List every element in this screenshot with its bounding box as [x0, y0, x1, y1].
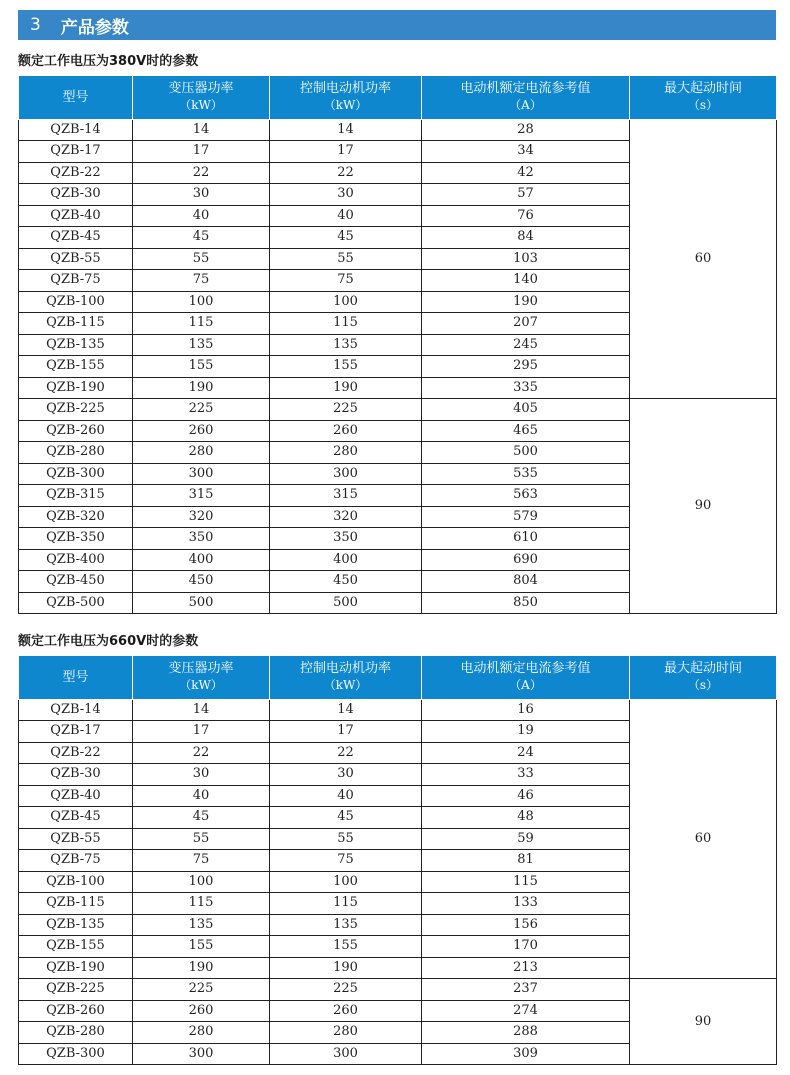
cell-transformer-power: 500: [133, 592, 270, 614]
section-number: 3: [30, 15, 41, 35]
cell-motor-power: 30: [270, 184, 422, 206]
cell-model: QZB-155: [19, 936, 133, 958]
cell-transformer-power: 155: [133, 356, 270, 378]
section-header: [18, 10, 776, 40]
header-unit: （kW）: [323, 678, 368, 693]
cell-transformer-power: 40: [133, 205, 270, 227]
cell-transformer-power: 155: [133, 936, 270, 958]
cell-model: QZB-75: [19, 850, 133, 872]
cell-model: QZB-500: [19, 592, 133, 614]
header-unit: （A）: [509, 678, 542, 693]
cell-motor-power: 280: [270, 442, 422, 464]
cell-transformer-power: 190: [133, 377, 270, 399]
cell-motor-power: 135: [270, 914, 422, 936]
header-unit: （kW）: [179, 678, 223, 693]
cell-motor-power: 22: [270, 162, 422, 184]
cell-rated-current: 76: [422, 205, 630, 227]
cell-model: QZB-75: [19, 270, 133, 292]
cell-motor-power: 135: [270, 334, 422, 356]
header-max-start-time: [630, 656, 777, 699]
cell-transformer-power: 45: [133, 227, 270, 249]
cell-model: QZB-260: [19, 420, 133, 442]
cell-model: QZB-225: [19, 399, 133, 421]
cell-model: QZB-115: [19, 893, 133, 915]
header-label: 最大起动时间: [663, 661, 742, 677]
cell-model: QZB-55: [19, 248, 133, 270]
cell-rated-current: 170: [422, 936, 630, 958]
header-label: 电动机额定电流参考值: [460, 81, 591, 97]
cell-rated-current: 48: [422, 807, 630, 829]
cell-motor-power: 40: [270, 785, 422, 807]
cell-rated-current: 309: [422, 1043, 630, 1065]
cell-rated-current: 190: [422, 291, 630, 313]
header-label: 控制电动机功率: [299, 81, 391, 97]
cell-transformer-power: 40: [133, 785, 270, 807]
cell-motor-power: 300: [270, 463, 422, 485]
cell-motor-power: 17: [270, 141, 422, 163]
header-rated-current: [422, 76, 630, 119]
header-motor-power: [270, 656, 422, 699]
header-label: 变压器功率: [168, 661, 234, 677]
cell-model: QZB-22: [19, 742, 133, 764]
cell-rated-current: 237: [422, 979, 630, 1001]
cell-motor-power: 22: [270, 742, 422, 764]
header-unit: （kW）: [179, 98, 223, 113]
cell-max-start-time: 90: [630, 399, 777, 614]
cell-rated-current: 610: [422, 528, 630, 550]
cell-model: QZB-450: [19, 571, 133, 593]
cell-motor-power: 75: [270, 270, 422, 292]
cell-rated-current: 804: [422, 571, 630, 593]
cell-rated-current: 24: [422, 742, 630, 764]
cell-transformer-power: 22: [133, 742, 270, 764]
table-row: [19, 119, 777, 141]
cell-model: QZB-280: [19, 1022, 133, 1044]
cell-motor-power: 55: [270, 248, 422, 270]
cell-rated-current: 140: [422, 270, 630, 292]
cell-transformer-power: 225: [133, 399, 270, 421]
cell-motor-power: 30: [270, 764, 422, 786]
table-row: [19, 699, 777, 721]
cell-transformer-power: 30: [133, 184, 270, 206]
cell-transformer-power: 30: [133, 764, 270, 786]
cell-rated-current: 133: [422, 893, 630, 915]
cell-transformer-power: 260: [133, 420, 270, 442]
cell-model: QZB-400: [19, 549, 133, 571]
cell-transformer-power: 320: [133, 506, 270, 528]
cell-motor-power: 17: [270, 721, 422, 743]
cell-model: QZB-300: [19, 1043, 133, 1065]
cell-motor-power: 315: [270, 485, 422, 507]
cell-rated-current: 59: [422, 828, 630, 850]
cell-model: QZB-17: [19, 141, 133, 163]
cell-transformer-power: 75: [133, 850, 270, 872]
header-unit: （s）: [687, 98, 719, 113]
cell-rated-current: 156: [422, 914, 630, 936]
header-max-start-time: [630, 76, 777, 119]
cell-rated-current: 465: [422, 420, 630, 442]
cell-motor-power: 400: [270, 549, 422, 571]
table-row: [19, 979, 777, 1001]
header-label: 控制电动机功率: [299, 661, 391, 677]
cell-transformer-power: 17: [133, 141, 270, 163]
cell-rated-current: 274: [422, 1000, 630, 1022]
cell-rated-current: 84: [422, 227, 630, 249]
cell-model: QZB-190: [19, 957, 133, 979]
cell-rated-current: 295: [422, 356, 630, 378]
cell-rated-current: 288: [422, 1022, 630, 1044]
cell-model: QZB-135: [19, 914, 133, 936]
cell-model: QZB-280: [19, 442, 133, 464]
cell-model: QZB-40: [19, 785, 133, 807]
cell-transformer-power: 225: [133, 979, 270, 1001]
cell-transformer-power: 135: [133, 334, 270, 356]
cell-transformer-power: 14: [133, 119, 270, 141]
header-label: 型号: [62, 89, 89, 105]
cell-model: QZB-300: [19, 463, 133, 485]
cell-max-start-time: 60: [630, 119, 777, 399]
cell-transformer-power: 55: [133, 248, 270, 270]
cell-rated-current: 42: [422, 162, 630, 184]
cell-motor-power: 45: [270, 807, 422, 829]
header-model: [19, 656, 133, 699]
params-table-380v: [18, 76, 777, 614]
header-unit: （s）: [687, 678, 719, 693]
cell-motor-power: 100: [270, 291, 422, 313]
header-motor-power: [270, 76, 422, 119]
cell-transformer-power: 450: [133, 571, 270, 593]
cell-transformer-power: 22: [133, 162, 270, 184]
cell-model: QZB-45: [19, 227, 133, 249]
cell-model: QZB-115: [19, 313, 133, 335]
cell-model: QZB-30: [19, 184, 133, 206]
cell-model: QZB-350: [19, 528, 133, 550]
cell-model: QZB-40: [19, 205, 133, 227]
header-label: 变压器功率: [168, 81, 234, 97]
cell-rated-current: 850: [422, 592, 630, 614]
cell-transformer-power: 315: [133, 485, 270, 507]
cell-transformer-power: 14: [133, 699, 270, 721]
header-label: 电动机额定电流参考值: [460, 661, 591, 677]
cell-motor-power: 115: [270, 893, 422, 915]
cell-transformer-power: 100: [133, 291, 270, 313]
cell-motor-power: 14: [270, 119, 422, 141]
cell-motor-power: 190: [270, 377, 422, 399]
cell-model: QZB-100: [19, 291, 133, 313]
cell-rated-current: 16: [422, 699, 630, 721]
cell-rated-current: 57: [422, 184, 630, 206]
cell-transformer-power: 300: [133, 463, 270, 485]
cell-motor-power: 300: [270, 1043, 422, 1065]
cell-rated-current: 115: [422, 871, 630, 893]
cell-model: QZB-55: [19, 828, 133, 850]
cell-motor-power: 155: [270, 356, 422, 378]
table-380-caption: 额定工作电压为380V时的参数: [18, 54, 199, 69]
cell-motor-power: 75: [270, 850, 422, 872]
cell-motor-power: 190: [270, 957, 422, 979]
cell-transformer-power: 280: [133, 1022, 270, 1044]
cell-rated-current: 46: [422, 785, 630, 807]
table-row: [19, 399, 777, 421]
cell-motor-power: 350: [270, 528, 422, 550]
cell-motor-power: 260: [270, 1000, 422, 1022]
cell-transformer-power: 17: [133, 721, 270, 743]
section-title: 产品参数: [60, 17, 129, 38]
header-label: 最大起动时间: [663, 81, 742, 97]
cell-transformer-power: 45: [133, 807, 270, 829]
cell-transformer-power: 115: [133, 313, 270, 335]
cell-model: QZB-190: [19, 377, 133, 399]
cell-motor-power: 100: [270, 871, 422, 893]
cell-rated-current: 103: [422, 248, 630, 270]
header-transformer-power: [133, 656, 270, 699]
table-header-row: [19, 656, 777, 699]
cell-rated-current: 28: [422, 119, 630, 141]
header-model: [19, 76, 133, 119]
cell-transformer-power: 75: [133, 270, 270, 292]
cell-model: QZB-30: [19, 764, 133, 786]
cell-rated-current: 335: [422, 377, 630, 399]
cell-rated-current: 19: [422, 721, 630, 743]
cell-rated-current: 579: [422, 506, 630, 528]
header-rated-current: [422, 656, 630, 699]
cell-motor-power: 260: [270, 420, 422, 442]
cell-rated-current: 405: [422, 399, 630, 421]
cell-model: QZB-225: [19, 979, 133, 1001]
cell-rated-current: 245: [422, 334, 630, 356]
cell-motor-power: 225: [270, 979, 422, 1001]
cell-transformer-power: 280: [133, 442, 270, 464]
cell-transformer-power: 400: [133, 549, 270, 571]
cell-transformer-power: 100: [133, 871, 270, 893]
table-660-caption: 额定工作电压为660V时的参数: [18, 634, 199, 649]
cell-transformer-power: 55: [133, 828, 270, 850]
cell-model: QZB-14: [19, 119, 133, 141]
cell-motor-power: 320: [270, 506, 422, 528]
header-transformer-power: [133, 76, 270, 119]
cell-motor-power: 450: [270, 571, 422, 593]
cell-rated-current: 207: [422, 313, 630, 335]
cell-rated-current: 213: [422, 957, 630, 979]
cell-max-start-time: 90: [630, 979, 777, 1065]
cell-rated-current: 563: [422, 485, 630, 507]
cell-model: QZB-17: [19, 721, 133, 743]
cell-transformer-power: 300: [133, 1043, 270, 1065]
cell-model: QZB-14: [19, 699, 133, 721]
cell-model: QZB-155: [19, 356, 133, 378]
cell-motor-power: 280: [270, 1022, 422, 1044]
cell-model: QZB-100: [19, 871, 133, 893]
cell-rated-current: 535: [422, 463, 630, 485]
cell-model: QZB-45: [19, 807, 133, 829]
cell-transformer-power: 350: [133, 528, 270, 550]
header-label: 型号: [62, 669, 89, 685]
cell-model: QZB-315: [19, 485, 133, 507]
cell-rated-current: 500: [422, 442, 630, 464]
cell-transformer-power: 260: [133, 1000, 270, 1022]
cell-motor-power: 40: [270, 205, 422, 227]
cell-max-start-time: 60: [630, 699, 777, 979]
cell-model: QZB-22: [19, 162, 133, 184]
cell-transformer-power: 190: [133, 957, 270, 979]
cell-motor-power: 55: [270, 828, 422, 850]
cell-motor-power: 500: [270, 592, 422, 614]
cell-motor-power: 45: [270, 227, 422, 249]
cell-rated-current: 34: [422, 141, 630, 163]
cell-transformer-power: 135: [133, 914, 270, 936]
cell-rated-current: 33: [422, 764, 630, 786]
cell-model: QZB-135: [19, 334, 133, 356]
table-header-row: [19, 76, 777, 119]
cell-motor-power: 14: [270, 699, 422, 721]
cell-rated-current: 690: [422, 549, 630, 571]
params-table-660v: [18, 656, 777, 1065]
header-unit: （A）: [509, 98, 542, 113]
cell-rated-current: 81: [422, 850, 630, 872]
cell-model: QZB-260: [19, 1000, 133, 1022]
cell-transformer-power: 115: [133, 893, 270, 915]
cell-motor-power: 225: [270, 399, 422, 421]
cell-motor-power: 155: [270, 936, 422, 958]
cell-motor-power: 115: [270, 313, 422, 335]
cell-model: QZB-320: [19, 506, 133, 528]
header-unit: （kW）: [323, 98, 368, 113]
